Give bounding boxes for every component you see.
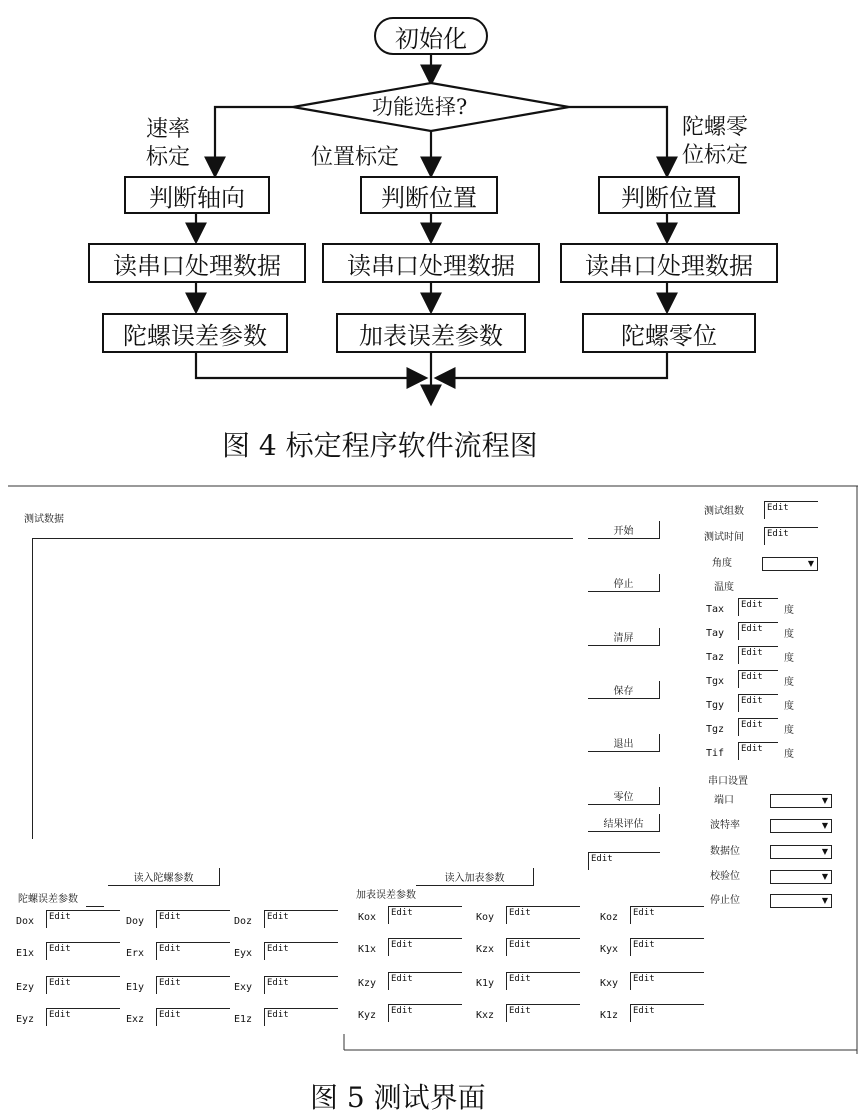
start-button[interactable]: 开始: [588, 521, 660, 539]
temp-row-label: Tay: [706, 628, 725, 639]
branch-label-rate-2: 标定: [146, 145, 191, 170]
gyro-param-label-edit[interactable]: Edit: [46, 942, 120, 960]
accel-param-label-edit[interactable]: Edit: [506, 1004, 580, 1022]
accel-param-label: K1z: [600, 1010, 619, 1021]
test-groups-label: 测试组数: [704, 506, 744, 517]
zero-button[interactable]: 零位: [588, 787, 660, 805]
serial-settings-label: 串口设置: [708, 776, 748, 787]
gyro-param-label: Dox: [16, 916, 35, 927]
gyro-param-label-edit[interactable]: Edit: [46, 1008, 120, 1026]
temp-row-edit[interactable]: Edit: [738, 598, 778, 616]
accel-param-label-edit[interactable]: Edit: [388, 1004, 462, 1022]
accel-param-label: Kyx: [600, 944, 619, 955]
flowchart: [0, 0, 864, 462]
decision-node-label: 功能选择?: [372, 95, 468, 119]
test-data-area: [32, 538, 573, 839]
gyro-label-underline: [86, 906, 104, 907]
gyro-param-label-edit[interactable]: Edit: [264, 976, 338, 994]
figure-5-caption: 图 5 测试界面: [310, 1081, 486, 1114]
branch-label-gyro-zero-2: 位标定: [682, 143, 749, 168]
angle-select[interactable]: [762, 557, 818, 571]
temp-row-edit[interactable]: Edit: [738, 742, 778, 760]
gyro-param-label: E1y: [126, 982, 145, 993]
gyro-param-label: Doy: [126, 916, 145, 927]
middle-step-3: 加表误差参数: [336, 313, 526, 353]
degree-unit-label: 度: [784, 629, 794, 640]
gyro-param-label-edit[interactable]: Edit: [264, 1008, 338, 1026]
chevron-down-icon: ▼: [821, 821, 828, 830]
temp-row-edit[interactable]: Edit: [738, 694, 778, 712]
serial-row-select[interactable]: [770, 794, 832, 808]
right-step-2: 读串口处理数据: [560, 243, 778, 283]
gyro-param-label: E1z: [234, 1014, 253, 1025]
result-edit[interactable]: Edit: [588, 852, 660, 870]
gyro-param-label: Exz: [126, 1014, 145, 1025]
temp-row-label: Tif: [706, 748, 725, 759]
temp-row-label: Taz: [706, 652, 725, 663]
accel-param-label-edit[interactable]: Edit: [388, 938, 462, 956]
accel-param-label-edit[interactable]: Edit: [388, 972, 462, 990]
accel-param-label: K1x: [358, 944, 377, 955]
degree-unit-label: 度: [784, 725, 794, 736]
gyro-param-label: Doz: [234, 916, 253, 927]
degree-unit-label: 度: [784, 701, 794, 712]
accel-param-label: Koz: [600, 912, 619, 923]
evaluate-result-button[interactable]: 结果评估: [588, 814, 660, 832]
accel-param-label: Kxy: [600, 978, 619, 989]
accel-param-label: Koy: [476, 912, 495, 923]
exit-button[interactable]: 退出: [588, 734, 660, 752]
middle-step-1: 判断位置: [360, 176, 498, 214]
temp-row-label: Tgy: [706, 700, 725, 711]
temp-row-label: Tax: [706, 604, 725, 615]
gyro-param-label: Ezy: [16, 982, 35, 993]
temp-row-edit[interactable]: Edit: [738, 646, 778, 664]
test-data-label: 测试数据: [24, 514, 64, 525]
accel-param-label: Kxz: [476, 1010, 495, 1021]
accel-param-label-edit[interactable]: Edit: [506, 906, 580, 924]
serial-row-label: 波特率: [710, 820, 740, 831]
accel-param-label: Kyz: [358, 1010, 377, 1021]
degree-unit-label: 度: [784, 749, 794, 760]
accel-param-label: Kzx: [476, 944, 495, 955]
accel-error-params-label: 加表误差参数: [356, 890, 416, 901]
branch-label-position: 位置标定: [311, 145, 400, 170]
chevron-down-icon: ▼: [821, 796, 828, 805]
test-interface: [8, 484, 858, 1114]
gyro-param-label: Eyx: [234, 948, 253, 959]
serial-row-select[interactable]: [770, 870, 832, 884]
chevron-down-icon: ▼: [821, 872, 828, 881]
accel-param-label-edit[interactable]: Edit: [630, 972, 704, 990]
gyro-param-label: Erx: [126, 948, 145, 959]
right-step-3: 陀螺零位: [582, 313, 756, 353]
figure-4-caption: 图 4 标定程序软件流程图: [222, 429, 538, 462]
serial-row-select[interactable]: [770, 894, 832, 908]
accel-param-label-edit[interactable]: Edit: [388, 906, 462, 924]
accel-param-label: Kzy: [358, 978, 377, 989]
angle-label: 角度: [712, 558, 732, 569]
gyro-param-label-edit[interactable]: Edit: [46, 976, 120, 994]
branch-label-rate-1: 速率: [146, 117, 191, 142]
temperature-label: 温度: [714, 582, 734, 593]
accel-param-label-edit[interactable]: Edit: [630, 1004, 704, 1022]
chevron-down-icon: ▼: [821, 847, 828, 856]
temp-row-label: Tgz: [706, 724, 725, 735]
test-time-label: 测试时间: [704, 532, 744, 543]
gyro-error-params-label: 陀螺误差参数: [18, 894, 78, 905]
test-groups-edit[interactable]: Edit: [764, 501, 818, 519]
degree-unit-label: 度: [784, 605, 794, 616]
gyro-param-label-edit[interactable]: Edit: [156, 942, 230, 960]
gyro-param-label-edit[interactable]: Edit: [156, 1008, 230, 1026]
middle-step-2: 读串口处理数据: [322, 243, 540, 283]
accel-param-label-edit[interactable]: Edit: [630, 938, 704, 956]
serial-row-label: 停止位: [710, 895, 740, 906]
accel-param-label-edit[interactable]: Edit: [506, 972, 580, 990]
read-gyro-params-button[interactable]: 读入陀螺参数: [108, 868, 220, 886]
gyro-param-label-edit[interactable]: Edit: [46, 910, 120, 928]
gyro-param-label-edit[interactable]: Edit: [156, 910, 230, 928]
chevron-down-icon: ▼: [807, 559, 814, 568]
temp-row-edit[interactable]: Edit: [738, 718, 778, 736]
temp-row-label: Tgx: [706, 676, 725, 687]
accel-param-label: K1y: [476, 978, 495, 989]
chevron-down-icon: ▼: [821, 896, 828, 905]
temp-row-edit[interactable]: Edit: [738, 670, 778, 688]
right-step-1: 判断位置: [598, 176, 740, 214]
temp-row-edit[interactable]: Edit: [738, 622, 778, 640]
accel-param-label-edit[interactable]: Edit: [506, 938, 580, 956]
branch-label-gyro-zero-1: 陀螺零: [682, 115, 749, 140]
gyro-param-label-edit[interactable]: Edit: [156, 976, 230, 994]
clear-screen-button[interactable]: 清屏: [588, 628, 660, 646]
serial-row-label: 校验位: [710, 871, 740, 882]
accel-param-label-edit[interactable]: Edit: [630, 906, 704, 924]
serial-row-label: 数据位: [710, 846, 740, 857]
save-button[interactable]: 保存: [588, 681, 660, 699]
gyro-param-label: Exy: [234, 982, 253, 993]
left-step-1: 判断轴向: [124, 176, 270, 214]
left-step-2: 读串口处理数据: [88, 243, 306, 283]
degree-unit-label: 度: [784, 677, 794, 688]
gyro-param-label: E1x: [16, 948, 35, 959]
serial-row-label: 端口: [714, 795, 734, 806]
read-accel-params-button[interactable]: 读入加表参数: [416, 868, 534, 886]
stop-button[interactable]: 停止: [588, 574, 660, 592]
init-node: 初始化: [374, 17, 488, 55]
test-time-edit[interactable]: Edit: [764, 527, 818, 545]
degree-unit-label: 度: [784, 653, 794, 664]
serial-row-select[interactable]: [770, 819, 832, 833]
accel-param-label: Kox: [358, 912, 377, 923]
serial-row-select[interactable]: [770, 845, 832, 859]
left-step-3: 陀螺误差参数: [102, 313, 288, 353]
gyro-param-label: Eyz: [16, 1014, 35, 1025]
gyro-param-label-edit[interactable]: Edit: [264, 910, 338, 928]
gyro-param-label-edit[interactable]: Edit: [264, 942, 338, 960]
